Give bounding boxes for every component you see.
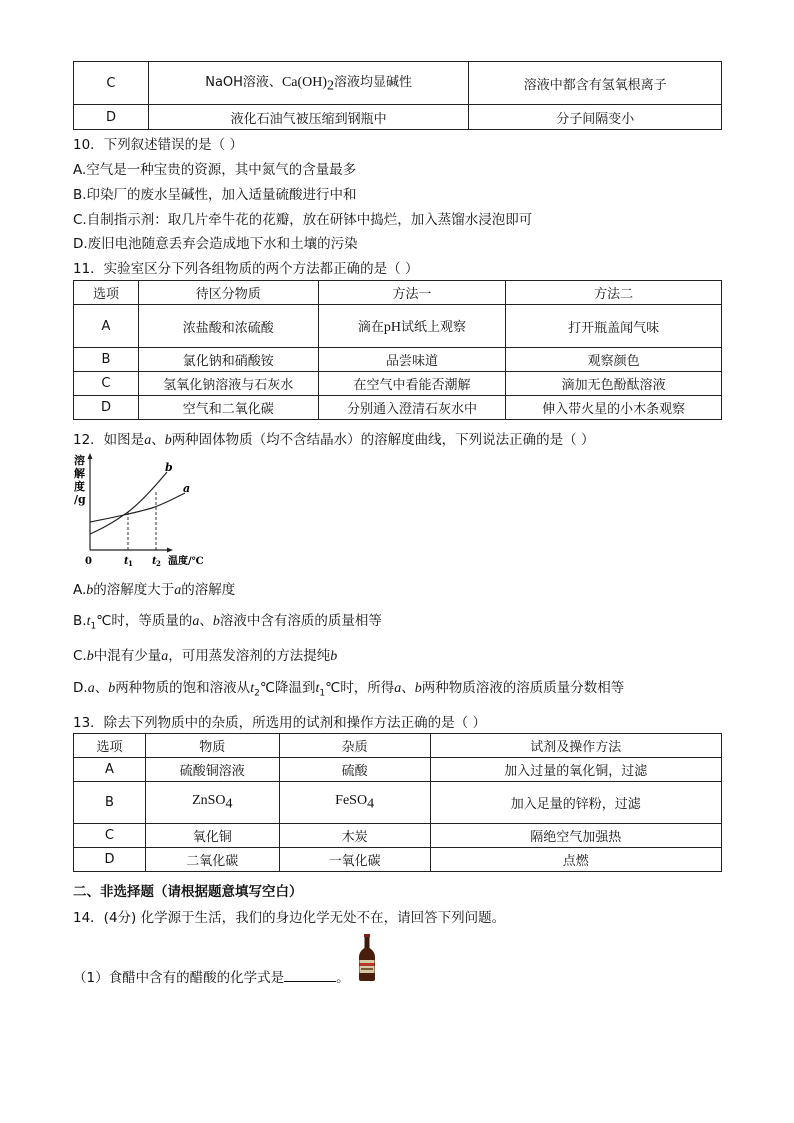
q9-event-c: NaOH溶液、$Ca(OH)_2$溶液均显碱性 — [148, 62, 469, 105]
q12-stem: 12．如图是a、b两种固体物质（均不含结晶水）的溶解度曲线，下列说法正确的是（ ） — [73, 432, 595, 448]
q11-header-method1: 方法一 — [318, 281, 506, 305]
curve-b — [90, 472, 167, 534]
q9-table — [73, 61, 722, 130]
table-row — [74, 348, 722, 372]
table-row — [74, 62, 722, 105]
q10-option-c: C.自制指示剂：取几片牵牛花的花瓣，放在研钵中捣烂，加入蒸馏水浸泡即可 — [73, 212, 533, 228]
q9-option-c: C — [74, 62, 149, 105]
q13-table — [73, 733, 722, 872]
x-axis-arrow — [167, 548, 173, 553]
q13-substance: 二氧化碳 — [145, 848, 279, 872]
section-2-title: 二、非选择题（请根据题意填写空白） — [73, 884, 303, 900]
q13-method: 隔绝空气加强热 — [430, 824, 722, 848]
q13-substance: 氧化铜 — [145, 824, 279, 848]
graph-y-label-3: 度 — [74, 480, 85, 493]
q11-method1: 分别通入澄清石灰水中 — [318, 396, 506, 420]
q10-option-d: D.废旧电池随意丢弃会造成地下水和土壤的污染 — [73, 236, 358, 252]
q13-header-option: 选项 — [74, 734, 146, 758]
table-row — [74, 758, 722, 782]
q13-impurity: 一氧化碳 — [279, 848, 430, 872]
answer-blank[interactable] — [284, 969, 336, 982]
q11-option: D — [74, 396, 139, 420]
q11-substances: 浓盐酸和浓硫酸 — [138, 305, 318, 348]
q13-option: C — [74, 824, 146, 848]
q11-method2: 伸入带火星的小木条观察 — [506, 396, 722, 420]
q11-option: C — [74, 372, 139, 396]
q11-option: A — [74, 305, 139, 348]
q13-impurity: FeSO$_4$ — [279, 782, 430, 824]
q10-option-b: B.印染厂的废水呈碱性，加入适量硫酸进行中和 — [73, 187, 357, 203]
graph-t2: t — [152, 556, 157, 567]
q9-explanation-d: 分子间隔变小 — [469, 105, 722, 130]
q11-method2: 打开瓶盖闻气味 — [506, 305, 722, 348]
q10-stem: 10．下列叙述错误的是（ ） — [73, 137, 243, 153]
q13-header-method: 试剂及操作方法 — [430, 734, 722, 758]
q12-option-c: C.b中混有少量a，可用蒸发溶剂的方法提纯b — [73, 648, 338, 664]
q13-substance: ZnSO$_4$ — [145, 782, 279, 824]
q11-method1: 在空气中看能否潮解 — [318, 372, 506, 396]
vinegar-bottle-icon — [356, 934, 378, 982]
q13-method: 点燃 — [430, 848, 722, 872]
q11-substances: 氢氧化钠溶液与石灰水 — [138, 372, 318, 396]
graph-y-label-1: 溶 — [74, 454, 85, 467]
q14-stem: 14．(4分) 化学源于生活，我们的身边化学无处不在，请回答下列问题。 — [73, 910, 506, 926]
q11-option: B — [74, 348, 139, 372]
q13-substance: 硫酸铜溶液 — [145, 758, 279, 782]
q11-method1: 滴在pH试纸上观察 — [318, 305, 506, 348]
q11-method1: 品尝味道 — [318, 348, 506, 372]
table-row — [74, 848, 722, 872]
q13-option: D — [74, 848, 146, 872]
q11-header-option: 选项 — [74, 281, 139, 305]
q9-event-d: 液化石油气被压缩到钢瓶中 — [148, 105, 469, 130]
q14-sub1: （1）食醋中含有的醋酸的化学式是 。 — [73, 970, 350, 986]
q13-impurity: 木炭 — [279, 824, 430, 848]
graph-origin: 0 — [85, 556, 92, 567]
q13-option: A — [74, 758, 146, 782]
q10-option-a: A.空气是一种宝贵的资源，其中氮气的含量最多 — [73, 162, 357, 178]
q11-header-substances: 待区分物质 — [138, 281, 318, 305]
y-axis-arrow — [88, 453, 93, 459]
graph-t2-sub: 2 — [156, 559, 161, 568]
curve-a — [90, 493, 185, 522]
table-row — [74, 372, 722, 396]
q11-method2: 观察颜色 — [506, 348, 722, 372]
q11-table — [73, 280, 722, 420]
graph-y-label-2: 解 — [74, 467, 85, 480]
q11-header-method2: 方法二 — [506, 281, 722, 305]
q13-stem: 13．除去下列物质中的杂质，所选用的试剂和操作方法正确的是（ ） — [73, 715, 486, 731]
q9-option-d: D — [74, 105, 149, 130]
table-row — [74, 782, 722, 824]
q12-option-b: $B.t_1℃$时，等质量的a、b溶液中含有溶质的质量相等 — [73, 613, 382, 632]
q13-option: B — [74, 782, 146, 824]
q13-header-substance: 物质 — [145, 734, 279, 758]
table-row — [74, 396, 722, 420]
q12-option-d: D.a、b两种物质的饱和溶液从$t_2℃$降温到$t_1℃$时，所得a、b两种物质溶液的溶质质量分数相等 — [73, 680, 625, 699]
q13-method: 加入过量的氧化铜，过滤 — [430, 758, 722, 782]
curve-a-label: a — [183, 482, 191, 495]
q11-substances: 氯化钠和硝酸铵 — [138, 348, 318, 372]
table-row — [74, 824, 722, 848]
q13-impurity: 硫酸 — [279, 758, 430, 782]
q13-method: 加入足量的锌粉，过滤 — [430, 782, 722, 824]
solubility-graph — [72, 452, 220, 572]
curve-b-label: b — [165, 461, 173, 474]
graph-y-label-4: /g — [74, 493, 86, 506]
q11-stem: 11．实验室区分下列各组物质的两个方法都正确的是（ ） — [73, 261, 419, 277]
q9-explanation-c: 溶液中都含有氢氧根离子 — [469, 62, 722, 105]
q13-header-impurity: 杂质 — [279, 734, 430, 758]
q11-method2: 滴加无色酚酞溶液 — [506, 372, 722, 396]
graph-t1-sub: 1 — [128, 559, 133, 568]
table-header-row — [74, 281, 722, 305]
graph-t1: t — [124, 556, 129, 567]
table-row — [74, 105, 722, 130]
q11-substances: 空气和二氧化碳 — [138, 396, 318, 420]
q12-option-a: A.b的溶解度大于a的溶解度 — [73, 582, 236, 598]
table-row — [74, 305, 722, 348]
table-header-row — [74, 734, 722, 758]
graph-x-label: 温度/℃ — [168, 556, 204, 567]
